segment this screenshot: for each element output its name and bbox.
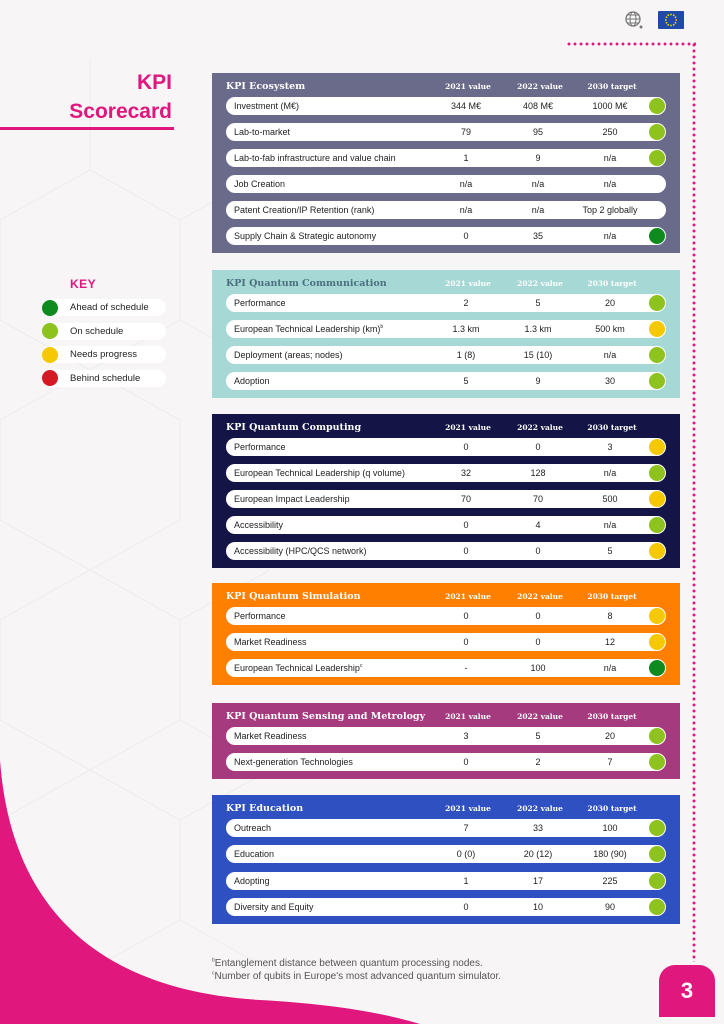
- kpi-label: [234, 520, 430, 530]
- kpi-label-text: Performance: [234, 442, 286, 452]
- kpi-row: [226, 898, 666, 916]
- column-header: 2030 target: [587, 711, 637, 721]
- kpi-label-text: Adoption: [234, 376, 270, 386]
- kpi-value-v2021: 0: [463, 611, 469, 621]
- title-line-1: KPI: [136, 71, 172, 94]
- kpi-row: [226, 123, 666, 141]
- kpi-row: [226, 149, 666, 167]
- kpi-label-text: Patent Creation/IP Retention (rank): [234, 205, 375, 215]
- kpi-value-v2022: 70: [532, 494, 543, 504]
- kpi-label-text: Next-generation Technologies: [234, 757, 353, 767]
- kpi-row: [226, 633, 666, 651]
- kpi-label: [234, 849, 430, 859]
- kpi-row: [226, 516, 666, 534]
- kpi-label-text: Lab-to-fab infrastructure and value chain: [234, 153, 396, 163]
- key-label: Behind schedule: [70, 372, 141, 384]
- kpi-label-text: Diversity and Equity: [234, 901, 314, 912]
- kpi-label: [234, 663, 430, 673]
- status-dot: [649, 820, 665, 836]
- kpi-label: [234, 757, 430, 767]
- kpi-label-text: European Technical Leadership: [234, 663, 360, 673]
- footnote-b-text: Entanglement distance between quantum processing nodes.: [214, 958, 483, 969]
- kpi-value-v2022: 100: [530, 663, 546, 673]
- kpi-value-v2022: n/a: [531, 205, 545, 215]
- status-dot: [649, 754, 665, 770]
- status-dot-on-schedule: [42, 323, 58, 339]
- section-rows: [226, 438, 666, 568]
- column-header: 2022 value: [517, 591, 563, 601]
- kpi-label: [234, 637, 430, 647]
- kpi-value-v2022: 9: [535, 376, 541, 386]
- column-header: 2022 value: [517, 803, 563, 813]
- kpi-row: [226, 294, 666, 312]
- kpi-value-v2022: 15 (10): [523, 350, 553, 360]
- kpi-value-v2021: 1: [463, 153, 469, 163]
- kpi-value-v2022: 33: [532, 823, 543, 833]
- status-key: [42, 277, 166, 393]
- kpi-value-v2022: 35: [532, 231, 543, 241]
- status-dot: [649, 873, 665, 889]
- kpi-row: [226, 819, 666, 837]
- kpi-value-t2030: 1000 M€: [592, 101, 628, 111]
- kpi-label-text: Performance: [234, 611, 286, 621]
- column-header: 2021 value: [445, 803, 491, 813]
- kpi-section: [212, 795, 680, 924]
- kpi-value-v2021: 0 (0): [456, 849, 476, 860]
- section-rows: [226, 607, 666, 685]
- kpi-value-v2021: 32: [460, 468, 471, 478]
- column-header: 2030 target: [587, 278, 637, 288]
- kpi-value-t2030: 12: [604, 637, 615, 647]
- section-rows: [226, 97, 666, 253]
- status-dot: [649, 347, 665, 363]
- dotted-border-right: [692, 42, 696, 962]
- kpi-value-t2030: 7: [607, 757, 613, 767]
- column-header: 2021 value: [445, 278, 491, 288]
- footnote-c-mark: c: [212, 970, 215, 977]
- section-rows: [226, 294, 666, 398]
- kpi-label-text: European Technical Leadership (q volume): [234, 468, 405, 478]
- status-dot-needs-progress: [42, 347, 58, 363]
- kpi-section: [212, 414, 680, 568]
- kpi-value-t2030: n/a: [603, 520, 617, 530]
- dotted-border-top: [566, 42, 696, 46]
- section-header: [226, 795, 666, 819]
- kpi-label-text: Adopting: [234, 875, 270, 886]
- kpi-label: [234, 494, 430, 504]
- key-label: Needs progress: [70, 349, 138, 360]
- section-header: [226, 583, 666, 607]
- kpi-row: [226, 201, 666, 219]
- kpi-label-text: Supply Chain & Strategic autonomy: [234, 231, 377, 241]
- page-title: [69, 68, 172, 126]
- footnote-ref: b: [380, 324, 384, 330]
- kpi-label: [234, 376, 430, 386]
- kpi-label-text: European Technical Leadership (km): [234, 324, 381, 334]
- kpi-section: [212, 73, 680, 253]
- kpi-row: [226, 346, 666, 364]
- column-header: 2022 value: [517, 711, 563, 721]
- kpi-label: [234, 611, 430, 621]
- column-header: 2021 value: [445, 711, 491, 721]
- kpi-value-v2022: 4: [535, 520, 541, 530]
- kpi-row: [226, 175, 666, 193]
- kpi-row: [226, 464, 666, 482]
- kpi-value-t2030: 225: [602, 875, 618, 886]
- kpi-value-t2030: 30: [604, 376, 615, 386]
- kpi-row: [226, 372, 666, 390]
- kpi-label-text: Deployment (areas; nodes): [234, 350, 343, 360]
- kpi-value-v2021: 1: [463, 875, 469, 886]
- kpi-label: [234, 876, 430, 886]
- kpi-value-v2022: 2: [535, 757, 541, 767]
- kpi-label-text: European Impact Leadership: [234, 494, 350, 504]
- kpi-row: [226, 607, 666, 625]
- kpi-value-v2021: 3: [463, 731, 469, 741]
- kpi-value-v2022: 9: [535, 153, 541, 163]
- column-header: 2022 value: [517, 278, 563, 288]
- kpi-row: [226, 542, 666, 560]
- header-logos: [624, 10, 684, 30]
- status-dot-ahead: [42, 300, 58, 316]
- column-header: 2030 target: [587, 81, 637, 91]
- kpi-value-v2021: 0: [463, 520, 469, 530]
- kpi-row: [226, 97, 666, 115]
- kpi-value-v2021: n/a: [459, 205, 473, 215]
- kpi-value-v2021: 0: [463, 637, 469, 647]
- kpi-label: [234, 298, 430, 308]
- kpi-value-t2030: n/a: [603, 663, 617, 673]
- kpi-section: [212, 583, 680, 685]
- section-header: [226, 73, 666, 97]
- kpi-value-v2021: 79: [460, 127, 471, 137]
- section-title: KPI Quantum Computing: [226, 421, 362, 433]
- kpi-label-text: Market Readiness: [234, 731, 307, 741]
- footnote-b: [212, 957, 501, 970]
- kpi-label: [234, 823, 430, 833]
- kpi-value-v2021: 5: [463, 376, 469, 386]
- kpi-value-v2021: 7: [463, 823, 469, 833]
- kpi-label: [234, 231, 430, 241]
- kpi-value-v2022: 5: [535, 731, 541, 741]
- status-dot: [649, 373, 665, 389]
- key-item-on-schedule: [42, 323, 166, 340]
- kpi-label: [234, 442, 430, 452]
- kpi-label: [234, 350, 430, 360]
- kpi-value-v2022: 408 M€: [522, 101, 554, 111]
- section-title: KPI Quantum Communication: [226, 277, 387, 289]
- title-line-2: Scorecard: [69, 100, 172, 123]
- footnote-c-text: Number of qubits in Europe's most advanced quantum simulator.: [214, 971, 502, 982]
- section-title: KPI Ecosystem: [226, 80, 306, 92]
- key-item-behind: [42, 370, 166, 387]
- status-dot-behind: [42, 370, 58, 386]
- section-title: KPI Quantum Simulation: [226, 590, 361, 602]
- kpi-label: [234, 179, 430, 189]
- footnote-ref: c: [359, 663, 363, 669]
- section-header: [226, 414, 666, 438]
- kpi-row: [226, 438, 666, 456]
- kpi-value-t2030: n/a: [603, 468, 617, 478]
- kpi-value-v2022: 95: [532, 127, 543, 137]
- kpi-value-v2021: 0: [463, 546, 469, 556]
- kpi-label-text: Education: [234, 849, 275, 860]
- section-header: [226, 703, 666, 727]
- status-dot: [649, 634, 665, 650]
- title-underline: [0, 127, 174, 130]
- status-dot: [649, 517, 665, 533]
- kpi-value-t2030: 100: [602, 823, 618, 833]
- kpi-value-v2021: 0: [463, 901, 469, 912]
- kpi-label-text: Market Readiness: [234, 637, 307, 647]
- kpi-label-text: Accessibility (HPC/QCS network): [234, 546, 367, 556]
- kpi-label-text: Performance: [234, 298, 286, 308]
- kpi-value-t2030: 250: [602, 127, 618, 137]
- footnote-c: [212, 970, 501, 983]
- kpi-value-v2022: 10: [532, 901, 543, 912]
- kpi-row: [226, 872, 666, 890]
- section-header: [226, 270, 666, 294]
- section-rows: [226, 819, 666, 924]
- key-title: KEY: [70, 277, 97, 291]
- globe-logo-icon: [624, 10, 644, 30]
- kpi-value-v2022: 0: [535, 546, 541, 556]
- kpi-row: [226, 227, 666, 245]
- kpi-label: [234, 324, 430, 334]
- column-header: 2021 value: [445, 591, 491, 601]
- kpi-value-t2030: 3: [607, 442, 613, 452]
- kpi-value-v2021: -: [464, 663, 468, 673]
- key-label: On schedule: [70, 325, 124, 337]
- status-dot: [649, 660, 665, 676]
- kpi-row: [226, 490, 666, 508]
- footnotes: [212, 957, 501, 983]
- kpi-value-t2030: 8: [607, 611, 613, 621]
- kpi-value-v2022: 0: [535, 442, 541, 452]
- kpi-label-text: Lab-to-market: [234, 127, 291, 137]
- key-label: Ahead of schedule: [70, 302, 149, 313]
- column-header: 2022 value: [517, 422, 563, 432]
- kpi-value-v2022: 128: [530, 468, 546, 478]
- kpi-label: [234, 127, 430, 137]
- status-dot: [649, 543, 665, 559]
- kpi-label-text: Investment (M€): [234, 101, 300, 111]
- status-dot: [649, 124, 665, 140]
- status-dot: [649, 98, 665, 114]
- kpi-value-v2021: 2: [463, 298, 469, 308]
- kpi-value-t2030: n/a: [603, 179, 617, 189]
- kpi-value-v2021: 344 M€: [450, 101, 482, 111]
- kpi-value-t2030: n/a: [603, 153, 617, 163]
- status-dot: [649, 608, 665, 624]
- kpi-value-v2022: 20 (12): [523, 849, 553, 860]
- kpi-value-t2030: n/a: [603, 231, 617, 241]
- key-item-ahead: [42, 299, 166, 316]
- kpi-row: [226, 320, 666, 338]
- kpi-value-v2022: n/a: [531, 179, 545, 189]
- kpi-value-v2021: 70: [460, 494, 471, 504]
- status-dot: [649, 728, 665, 744]
- status-dot: [649, 491, 665, 507]
- kpi-value-t2030: 90: [604, 901, 615, 912]
- column-header: 2021 value: [445, 422, 491, 432]
- kpi-row: [226, 753, 666, 771]
- kpi-value-v2021: 0: [463, 231, 469, 241]
- kpi-value-v2022: 5: [535, 298, 541, 308]
- kpi-label: [234, 546, 430, 556]
- kpi-row: [226, 845, 666, 863]
- kpi-label-text: Outreach: [234, 823, 272, 833]
- kpi-value-v2021: 0: [463, 757, 469, 767]
- kpi-value-v2021: 1.3 km: [452, 324, 480, 334]
- kpi-label: [234, 101, 430, 111]
- kpi-value-t2030: 5: [607, 546, 613, 556]
- key-item-needs-progress: [42, 346, 166, 363]
- section-title: KPI Quantum Sensing and Metrology: [226, 710, 426, 722]
- status-dot: [649, 899, 665, 915]
- kpi-value-v2021: 1 (8): [456, 350, 476, 360]
- kpi-label-text: Accessibility: [234, 520, 284, 530]
- status-dot: [649, 846, 665, 862]
- column-header: 2030 target: [587, 591, 637, 601]
- section-title: KPI Education: [226, 802, 304, 814]
- kpi-value-v2022: 17: [532, 875, 543, 886]
- footnote-b-mark: b: [212, 957, 215, 964]
- status-dot: [649, 321, 665, 337]
- kpi-label: [234, 205, 430, 215]
- kpi-label: [234, 153, 430, 163]
- kpi-value-t2030: 500 km: [595, 324, 625, 334]
- kpi-row: [226, 659, 666, 677]
- kpi-value-t2030: 500: [602, 494, 618, 504]
- column-header: 2030 target: [587, 803, 637, 813]
- kpi-value-t2030: 180 (90): [593, 849, 627, 860]
- kpi-value-t2030: Top 2 globally: [582, 205, 638, 215]
- kpi-value-v2021: n/a: [459, 179, 473, 189]
- kpi-value-t2030: 20: [604, 298, 615, 308]
- status-dot: [649, 150, 665, 166]
- kpi-section: [212, 270, 680, 398]
- kpi-value-t2030: 20: [604, 731, 615, 741]
- status-dot: [649, 465, 665, 481]
- section-rows: [226, 727, 666, 779]
- kpi-value-v2022: 0: [535, 611, 541, 621]
- eu-flag-icon: [658, 11, 684, 29]
- kpi-row: [226, 727, 666, 745]
- page-number: 3: [659, 965, 715, 1017]
- column-header: 2022 value: [517, 81, 563, 91]
- kpi-section: [212, 703, 680, 779]
- kpi-value-t2030: n/a: [603, 350, 617, 360]
- kpi-label: [234, 468, 430, 478]
- status-dot: [649, 439, 665, 455]
- kpi-value-v2022: 0: [535, 637, 541, 647]
- kpi-value-v2021: 0: [463, 442, 469, 452]
- kpi-label-text: Job Creation: [234, 179, 286, 189]
- status-dot: [649, 295, 665, 311]
- kpi-value-v2022: 1.3 km: [524, 324, 552, 334]
- kpi-label: [234, 731, 430, 741]
- status-dot: [649, 228, 665, 244]
- column-header: 2030 target: [587, 422, 637, 432]
- kpi-label: [234, 902, 430, 912]
- column-header: 2021 value: [445, 81, 491, 91]
